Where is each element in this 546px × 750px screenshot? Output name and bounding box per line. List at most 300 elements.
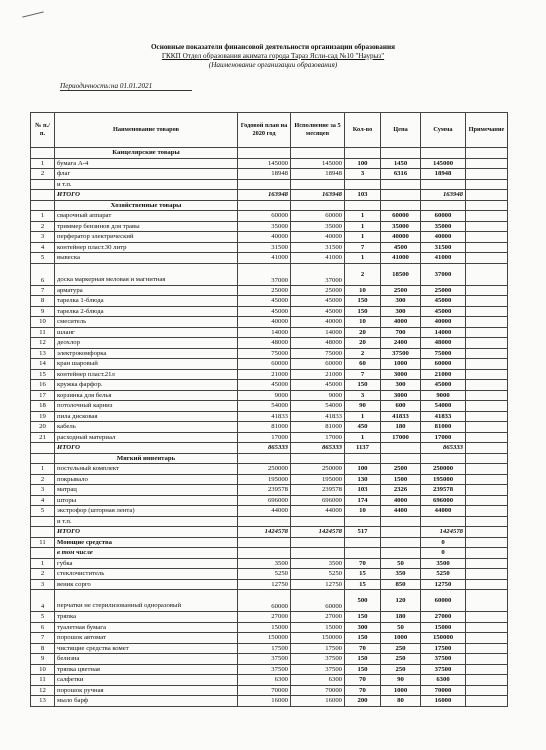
plan-cell: 35000 bbox=[238, 221, 291, 232]
sum-cell: 0 bbox=[421, 537, 466, 548]
table-row bbox=[31, 422, 508, 433]
price-cell: 300 bbox=[381, 380, 421, 391]
price-cell bbox=[381, 527, 421, 538]
num-cell bbox=[31, 200, 55, 211]
sum-cell: 37500 bbox=[421, 664, 466, 675]
qty-cell: 15 bbox=[345, 579, 381, 590]
name-cell: ИТОГО bbox=[55, 190, 238, 201]
num-cell: 13 bbox=[31, 696, 55, 707]
qty-cell: 70 bbox=[345, 685, 381, 696]
num-cell: 13 bbox=[31, 348, 55, 359]
col-qty-header: Кол-во bbox=[345, 113, 381, 148]
name-cell: бумага А-4 bbox=[55, 158, 238, 169]
table-row bbox=[31, 327, 508, 338]
qty-cell: 7 bbox=[345, 369, 381, 380]
price-cell: 40000 bbox=[381, 232, 421, 243]
exec-cell: 75000 bbox=[291, 348, 345, 359]
table-row bbox=[31, 359, 508, 370]
sum-cell bbox=[421, 148, 466, 159]
sum-cell: 3500 bbox=[421, 558, 466, 569]
price-cell bbox=[381, 443, 421, 454]
price-cell: 600 bbox=[381, 401, 421, 412]
sum-cell bbox=[421, 179, 466, 190]
note-cell bbox=[466, 537, 508, 548]
table-row bbox=[31, 348, 508, 359]
sum-cell: 45000 bbox=[421, 296, 466, 307]
qty-cell: 1137 bbox=[345, 443, 381, 454]
table-row bbox=[31, 516, 508, 527]
price-cell: 180 bbox=[381, 422, 421, 433]
exec-cell: 37000 bbox=[291, 263, 345, 285]
name-cell: и т.п. bbox=[55, 516, 238, 527]
plan-cell bbox=[238, 179, 291, 190]
sum-cell: 81000 bbox=[421, 422, 466, 433]
note-cell bbox=[466, 306, 508, 317]
sum-cell: 45000 bbox=[421, 380, 466, 391]
name-cell: стеклочиститель bbox=[55, 569, 238, 580]
price-cell: 1000 bbox=[381, 359, 421, 370]
name-cell: Хозяйственные товары bbox=[55, 200, 238, 211]
plan-cell bbox=[238, 548, 291, 559]
qty-cell bbox=[345, 148, 381, 159]
table-row bbox=[31, 263, 508, 285]
price-cell: 180 bbox=[381, 612, 421, 623]
num-cell: 2 bbox=[31, 221, 55, 232]
exec-cell: 25000 bbox=[291, 285, 345, 296]
price-cell: 250 bbox=[381, 664, 421, 675]
qty-cell: 517 bbox=[345, 527, 381, 538]
num-cell: 3 bbox=[31, 485, 55, 496]
note-cell bbox=[466, 516, 508, 527]
note-cell bbox=[466, 200, 508, 211]
price-cell: 35000 bbox=[381, 221, 421, 232]
num-cell bbox=[31, 190, 55, 201]
name-cell: перфератор электрический bbox=[55, 232, 238, 243]
plan-cell: 40000 bbox=[238, 232, 291, 243]
sum-cell: 250000 bbox=[421, 464, 466, 475]
num-cell: 3 bbox=[31, 232, 55, 243]
num-cell: 9 bbox=[31, 306, 55, 317]
table-row bbox=[31, 548, 508, 559]
price-cell: 50 bbox=[381, 558, 421, 569]
price-cell: 250 bbox=[381, 654, 421, 665]
plan-cell: 45000 bbox=[238, 306, 291, 317]
name-cell: вывеска bbox=[55, 253, 238, 264]
note-cell bbox=[466, 369, 508, 380]
exec-cell bbox=[291, 200, 345, 211]
name-cell: арматура bbox=[55, 285, 238, 296]
num-cell bbox=[31, 453, 55, 464]
qty-cell: 10 bbox=[345, 285, 381, 296]
qty-cell: 150 bbox=[345, 612, 381, 623]
sum-cell: 163948 bbox=[421, 190, 466, 201]
exec-cell bbox=[291, 537, 345, 548]
plan-cell: 18948 bbox=[238, 169, 291, 180]
note-cell bbox=[466, 612, 508, 623]
note-cell bbox=[466, 263, 508, 285]
plan-cell: 37500 bbox=[238, 654, 291, 665]
note-cell bbox=[466, 190, 508, 201]
sum-cell bbox=[421, 516, 466, 527]
num-cell: 7 bbox=[31, 633, 55, 644]
note-cell bbox=[466, 685, 508, 696]
note-cell bbox=[466, 675, 508, 686]
price-cell: 60000 bbox=[381, 211, 421, 222]
num-cell: 4 bbox=[31, 590, 55, 612]
sum-cell: 44000 bbox=[421, 506, 466, 517]
price-cell: 41000 bbox=[381, 253, 421, 264]
qty-cell: 150 bbox=[345, 633, 381, 644]
price-cell: 850 bbox=[381, 579, 421, 590]
periodicity: Периодичность:на 01.01.2021 bbox=[60, 82, 192, 91]
table-row bbox=[31, 338, 508, 349]
exec-cell: 45000 bbox=[291, 380, 345, 391]
note-cell bbox=[466, 327, 508, 338]
qty-cell: 1 bbox=[345, 411, 381, 422]
table-row bbox=[31, 179, 508, 190]
plan-cell bbox=[238, 516, 291, 527]
exec-cell: 40000 bbox=[291, 232, 345, 243]
name-cell: расходный материал bbox=[55, 432, 238, 443]
name-cell: триммер бензинов для травы bbox=[55, 221, 238, 232]
qty-cell bbox=[345, 537, 381, 548]
num-cell: 5 bbox=[31, 253, 55, 264]
price-cell: 18500 bbox=[381, 263, 421, 285]
sum-cell: 17000 bbox=[421, 432, 466, 443]
plan-cell: 70000 bbox=[238, 685, 291, 696]
table-row bbox=[31, 242, 508, 253]
sum-cell: 60000 bbox=[421, 590, 466, 612]
name-cell: тряпка bbox=[55, 612, 238, 623]
name-cell: смеситель bbox=[55, 317, 238, 328]
qty-cell: 150 bbox=[345, 306, 381, 317]
qty-cell bbox=[345, 200, 381, 211]
price-cell bbox=[381, 453, 421, 464]
exec-cell: 44000 bbox=[291, 506, 345, 517]
name-cell: шланг bbox=[55, 327, 238, 338]
name-cell: матрац bbox=[55, 485, 238, 496]
table-row bbox=[31, 485, 508, 496]
qty-cell: 1 bbox=[345, 253, 381, 264]
qty-cell: 100 bbox=[345, 464, 381, 475]
table-row bbox=[31, 464, 508, 475]
table-row bbox=[31, 569, 508, 580]
qty-cell: 174 bbox=[345, 495, 381, 506]
num-cell: 8 bbox=[31, 296, 55, 307]
qty-cell: 1 bbox=[345, 221, 381, 232]
total-row bbox=[31, 190, 508, 201]
plan-cell: 45000 bbox=[238, 296, 291, 307]
name-cell: экстрофор (шторная лента) bbox=[55, 506, 238, 517]
note-cell bbox=[466, 633, 508, 644]
exec-cell: 31500 bbox=[291, 242, 345, 253]
note-cell bbox=[466, 338, 508, 349]
note-cell bbox=[466, 654, 508, 665]
qty-cell: 103 bbox=[345, 485, 381, 496]
exec-cell bbox=[291, 453, 345, 464]
sum-cell: 16000 bbox=[421, 696, 466, 707]
name-cell: перчатки не стерилизованный одноразовый bbox=[55, 590, 238, 612]
qty-cell: 1 bbox=[345, 232, 381, 243]
name-cell: кабель bbox=[55, 422, 238, 433]
table-row bbox=[31, 579, 508, 590]
num-cell: 2 bbox=[31, 569, 55, 580]
table-row bbox=[31, 685, 508, 696]
sum-cell: 54000 bbox=[421, 401, 466, 412]
col-price-header: Цена bbox=[381, 113, 421, 148]
exec-cell: 60000 bbox=[291, 211, 345, 222]
price-cell: 120 bbox=[381, 590, 421, 612]
exec-cell bbox=[291, 179, 345, 190]
qty-cell: 90 bbox=[345, 401, 381, 412]
note-cell bbox=[466, 548, 508, 559]
sum-cell: 14000 bbox=[421, 327, 466, 338]
exec-cell: 48000 bbox=[291, 338, 345, 349]
sum-cell: 21000 bbox=[421, 369, 466, 380]
plan-cell: 75000 bbox=[238, 348, 291, 359]
qty-cell: 10 bbox=[345, 506, 381, 517]
note-cell bbox=[466, 380, 508, 391]
plan-cell: 14000 bbox=[238, 327, 291, 338]
exec-cell: 41833 bbox=[291, 411, 345, 422]
plan-cell: 40000 bbox=[238, 317, 291, 328]
name-cell: контейнер пласт.30 литр bbox=[55, 242, 238, 253]
table-row bbox=[31, 211, 508, 222]
qty-cell: 300 bbox=[345, 622, 381, 633]
plan-cell: 163948 bbox=[238, 190, 291, 201]
plan-cell: 60000 bbox=[238, 359, 291, 370]
qty-cell: 1 bbox=[345, 432, 381, 443]
name-cell: кружка фарфор. bbox=[55, 380, 238, 391]
organization-caption: (Наименование организации образования) bbox=[208, 61, 338, 69]
col-sum-header: Сумма bbox=[421, 113, 466, 148]
plan-cell: 1424578 bbox=[238, 527, 291, 538]
num-cell: 17 bbox=[31, 390, 55, 401]
price-cell: 4000 bbox=[381, 495, 421, 506]
qty-cell: 70 bbox=[345, 675, 381, 686]
sum-cell: 31500 bbox=[421, 242, 466, 253]
total-row bbox=[31, 527, 508, 538]
price-cell bbox=[381, 179, 421, 190]
exec-cell: 150000 bbox=[291, 633, 345, 644]
exec-cell: 54000 bbox=[291, 401, 345, 412]
name-cell: веник сорго bbox=[55, 579, 238, 590]
table-row bbox=[31, 380, 508, 391]
sum-cell: 239578 bbox=[421, 485, 466, 496]
name-cell: тарелка 1-блюда bbox=[55, 296, 238, 307]
exec-cell: 195000 bbox=[291, 474, 345, 485]
exec-cell: 5250 bbox=[291, 569, 345, 580]
num-cell: 2 bbox=[31, 474, 55, 485]
plan-cell: 3500 bbox=[238, 558, 291, 569]
plan-cell: 54000 bbox=[238, 401, 291, 412]
name-cell: порошок автомат bbox=[55, 633, 238, 644]
exec-cell: 17000 bbox=[291, 432, 345, 443]
num-cell: 6 bbox=[31, 622, 55, 633]
sum-cell: 75000 bbox=[421, 348, 466, 359]
name-cell: салфетки bbox=[55, 675, 238, 686]
exec-cell: 21000 bbox=[291, 369, 345, 380]
num-cell: 1 bbox=[31, 558, 55, 569]
exec-cell: 865333 bbox=[291, 443, 345, 454]
num-cell bbox=[31, 527, 55, 538]
note-cell bbox=[466, 664, 508, 675]
note-cell bbox=[466, 232, 508, 243]
plan-cell: 16000 bbox=[238, 696, 291, 707]
note-cell bbox=[466, 411, 508, 422]
name-cell: контейнер пласт.21л bbox=[55, 369, 238, 380]
plan-cell: 150000 bbox=[238, 633, 291, 644]
col-num-header: № п./п. bbox=[31, 113, 55, 148]
plan-cell: 17500 bbox=[238, 643, 291, 654]
table-row bbox=[31, 169, 508, 180]
sum-cell: 40000 bbox=[421, 317, 466, 328]
price-cell: 37500 bbox=[381, 348, 421, 359]
section-row bbox=[31, 200, 508, 211]
qty-cell: 100 bbox=[345, 158, 381, 169]
num-cell: 16 bbox=[31, 380, 55, 391]
exec-cell bbox=[291, 516, 345, 527]
num-cell: 9 bbox=[31, 654, 55, 665]
price-cell bbox=[381, 200, 421, 211]
exec-cell bbox=[291, 548, 345, 559]
exec-cell: 163948 bbox=[291, 190, 345, 201]
num-cell: 10 bbox=[31, 664, 55, 675]
sum-cell: 45000 bbox=[421, 306, 466, 317]
price-cell: 1000 bbox=[381, 685, 421, 696]
note-cell bbox=[466, 401, 508, 412]
plan-cell: 5250 bbox=[238, 569, 291, 580]
col-plan-header: Годовой план на 2020 год bbox=[238, 113, 291, 148]
num-cell: 5 bbox=[31, 506, 55, 517]
note-cell bbox=[466, 453, 508, 464]
note-cell bbox=[466, 169, 508, 180]
price-cell: 41833 bbox=[381, 411, 421, 422]
sum-cell: 150000 bbox=[421, 633, 466, 644]
table-row bbox=[31, 411, 508, 422]
qty-cell: 2 bbox=[345, 348, 381, 359]
name-cell: Мягкий инвентарь bbox=[55, 453, 238, 464]
exec-cell: 12750 bbox=[291, 579, 345, 590]
table-row bbox=[31, 590, 508, 612]
qty-cell bbox=[345, 516, 381, 527]
plan-cell: 27000 bbox=[238, 612, 291, 623]
num-cell: 18 bbox=[31, 401, 55, 412]
plan-cell: 696000 bbox=[238, 495, 291, 506]
exec-cell: 17500 bbox=[291, 643, 345, 654]
price-cell: 4400 bbox=[381, 506, 421, 517]
table-row bbox=[31, 696, 508, 707]
plan-cell: 250000 bbox=[238, 464, 291, 475]
name-cell: чистящие средства комет bbox=[55, 643, 238, 654]
note-cell bbox=[466, 211, 508, 222]
table-row bbox=[31, 158, 508, 169]
col-note-header: Примечание bbox=[466, 113, 508, 148]
qty-cell: 150 bbox=[345, 380, 381, 391]
plan-cell: 12750 bbox=[238, 579, 291, 590]
name-cell: сварочный аппарат bbox=[55, 211, 238, 222]
num-cell: 2 bbox=[31, 169, 55, 180]
price-cell: 1450 bbox=[381, 158, 421, 169]
plan-cell: 15000 bbox=[238, 622, 291, 633]
price-cell: 300 bbox=[381, 296, 421, 307]
name-cell: Канцелярские товары bbox=[55, 148, 238, 159]
note-cell bbox=[466, 221, 508, 232]
table-row bbox=[31, 432, 508, 443]
note-cell bbox=[466, 242, 508, 253]
note-cell bbox=[466, 527, 508, 538]
exec-cell: 45000 bbox=[291, 296, 345, 307]
sum-cell: 696000 bbox=[421, 495, 466, 506]
num-cell: 11 bbox=[31, 675, 55, 686]
sum-cell: 27000 bbox=[421, 612, 466, 623]
plan-cell: 9000 bbox=[238, 390, 291, 401]
name-cell: порошок ручная bbox=[55, 685, 238, 696]
plan-cell: 60000 bbox=[238, 590, 291, 612]
qty-cell: 150 bbox=[345, 664, 381, 675]
sum-cell: 37000 bbox=[421, 263, 466, 285]
note-cell bbox=[466, 443, 508, 454]
sum-cell: 40000 bbox=[421, 232, 466, 243]
note-cell bbox=[466, 495, 508, 506]
price-cell: 3000 bbox=[381, 369, 421, 380]
col-exec-header: Исполнение за 5 месяцев bbox=[291, 113, 345, 148]
price-cell bbox=[381, 537, 421, 548]
plan-cell: 17000 bbox=[238, 432, 291, 443]
num-cell bbox=[31, 548, 55, 559]
note-cell bbox=[466, 359, 508, 370]
qty-cell: 3 bbox=[345, 390, 381, 401]
price-cell: 2500 bbox=[381, 464, 421, 475]
sum-cell: 145000 bbox=[421, 158, 466, 169]
organization-name: ГККП Отдел образования акимата города Тараз Ясли-сад №10 "Наурыз" bbox=[161, 52, 385, 60]
name-cell: тарелка 2-блюда bbox=[55, 306, 238, 317]
num-cell bbox=[31, 516, 55, 527]
exec-cell: 40000 bbox=[291, 317, 345, 328]
plan-cell: 37000 bbox=[238, 263, 291, 285]
sum-cell: 70000 bbox=[421, 685, 466, 696]
name-cell: доска маркерная меловая и магнитная bbox=[55, 263, 238, 285]
table-row bbox=[31, 675, 508, 686]
num-cell: 12 bbox=[31, 338, 55, 349]
table-row bbox=[31, 633, 508, 644]
table-row bbox=[31, 654, 508, 665]
note-cell bbox=[466, 296, 508, 307]
qty-cell: 20 bbox=[345, 338, 381, 349]
num-cell: 14 bbox=[31, 359, 55, 370]
pen-mark bbox=[22, 11, 44, 17]
num-cell: 8 bbox=[31, 643, 55, 654]
sum-cell: 195000 bbox=[421, 474, 466, 485]
qty-cell: 150 bbox=[345, 296, 381, 307]
note-cell bbox=[466, 390, 508, 401]
name-cell: тряпка цветная bbox=[55, 664, 238, 675]
note-cell bbox=[466, 506, 508, 517]
qty-cell: 130 bbox=[345, 474, 381, 485]
num-cell: 1 bbox=[31, 211, 55, 222]
price-cell: 350 bbox=[381, 569, 421, 580]
note-cell bbox=[466, 622, 508, 633]
note-cell bbox=[466, 558, 508, 569]
price-cell: 300 bbox=[381, 306, 421, 317]
table-row bbox=[31, 221, 508, 232]
sum-cell: 15000 bbox=[421, 622, 466, 633]
exec-cell: 250000 bbox=[291, 464, 345, 475]
name-cell: губка bbox=[55, 558, 238, 569]
plan-cell: 41833 bbox=[238, 411, 291, 422]
name-cell: корзинка для белья bbox=[55, 390, 238, 401]
price-cell bbox=[381, 516, 421, 527]
